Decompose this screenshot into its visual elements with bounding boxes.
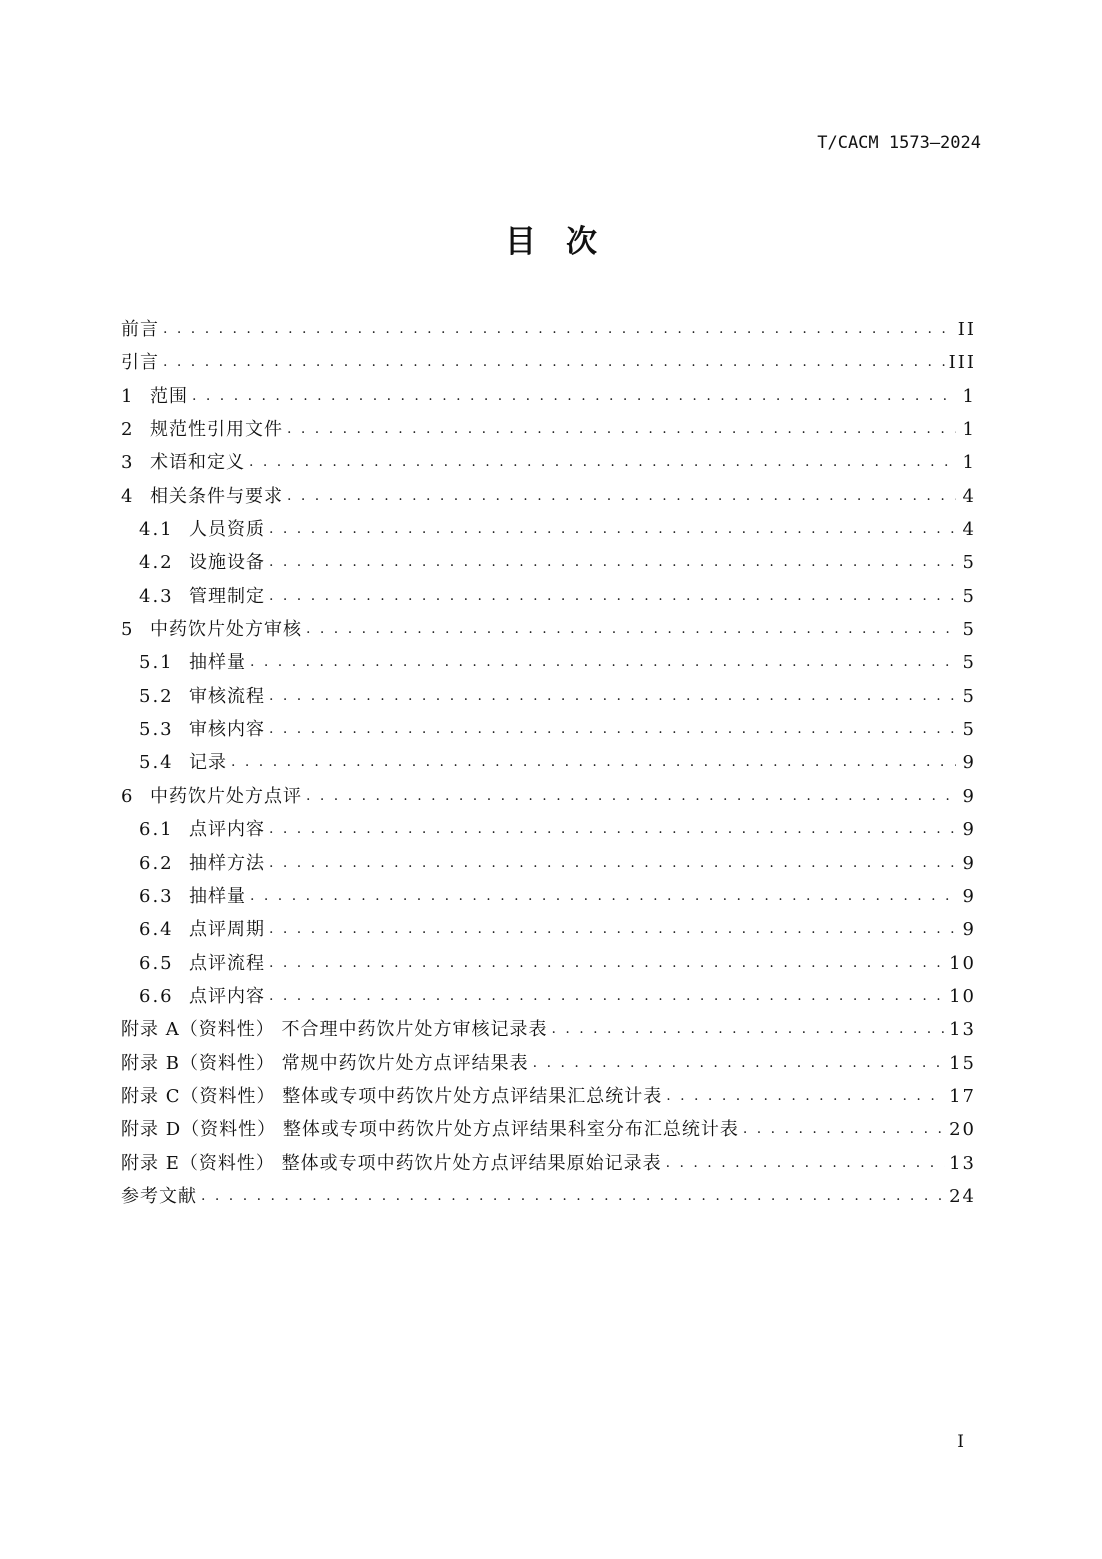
toc-entry[interactable]: [121, 980, 976, 1013]
toc-entry-number: 3: [121, 452, 135, 474]
toc-entry[interactable]: [121, 480, 976, 513]
toc-entry[interactable]: [121, 1180, 976, 1213]
toc-dot-leader: [269, 578, 956, 613]
toc-entry-page: 4: [962, 485, 976, 507]
toc-entry-page: 15: [949, 1052, 976, 1074]
toc-entry-title: 人员资质: [189, 519, 265, 541]
toc-entry-number: 6.1: [139, 819, 174, 841]
toc-entry-title: 范围: [150, 385, 188, 407]
toc-entry-page: 1: [962, 385, 976, 407]
toc-dot-leader: [201, 1178, 945, 1213]
toc-entry-number: 5.1: [139, 652, 174, 674]
toc-dot-leader: [269, 711, 956, 746]
toc-entry[interactable]: [121, 546, 976, 579]
toc-entry-number: 6.3: [139, 885, 174, 907]
toc-entry-title: 管理制定: [189, 585, 265, 607]
toc-entry-number: 6.6: [139, 985, 174, 1007]
toc-entry-page: 9: [962, 852, 976, 874]
toc-entry[interactable]: [121, 1113, 976, 1146]
toc-dot-leader: [269, 544, 956, 579]
toc-entry-page: 5: [962, 619, 976, 641]
toc-entry[interactable]: [121, 613, 976, 646]
standard-code: T/CACM 1573—2024: [817, 133, 981, 153]
toc-entry-title: 前言: [121, 319, 159, 340]
toc-dot-leader: [163, 311, 954, 346]
toc-entry-page: 9: [962, 752, 976, 774]
toc-entry-title: 相关条件与要求: [150, 485, 283, 507]
toc-entry-title: 点评流程: [189, 952, 265, 974]
toc-dot-leader: [551, 1011, 945, 1046]
toc-entry-page: 1: [962, 419, 976, 441]
toc-entry-page: 9: [962, 785, 976, 807]
toc-dot-leader: [249, 444, 956, 479]
toc-entry-number: 6.5: [139, 952, 174, 974]
toc-entry-number: 4.2: [139, 552, 174, 574]
toc-entry-title: 点评内容: [189, 985, 265, 1007]
toc-entry-title: 附录 D（资料性） 整体或专项中药饮片处方点评结果科室分布汇总统计表: [121, 1119, 739, 1141]
toc-entry[interactable]: [121, 513, 976, 546]
toc-entry-page: 9: [962, 885, 976, 907]
toc-entry-title: 抽样量: [189, 885, 246, 907]
toc-dot-leader: [269, 945, 945, 980]
toc-entry[interactable]: [121, 880, 976, 913]
toc-entry-page: 5: [962, 652, 976, 674]
toc-entry-title: 中药饮片处方点评: [150, 785, 302, 807]
toc-entry-title: 抽样方法: [189, 852, 265, 874]
toc-entry[interactable]: [121, 413, 976, 446]
toc-entry-title: 抽样量: [189, 652, 246, 674]
toc-dot-leader: [163, 344, 945, 379]
page-number: I: [957, 1432, 964, 1452]
toc-entry-number: 5: [121, 619, 135, 641]
toc-entry[interactable]: [121, 446, 976, 479]
toc-entry-title: 设施设备: [189, 552, 265, 574]
toc-entry-page: 5: [962, 685, 976, 707]
toc-entry-page: 24: [949, 1185, 976, 1207]
toc-dot-leader: [192, 378, 956, 413]
toc-entry-number: 6.2: [139, 852, 174, 874]
toc-dot-leader: [250, 878, 956, 913]
toc-entry-number: 4.3: [139, 585, 174, 607]
toc-entry-title: 参考文献: [121, 1185, 197, 1207]
toc-dot-leader: [533, 1045, 945, 1080]
toc-entry[interactable]: [121, 346, 976, 379]
toc-entry-page: II: [957, 319, 976, 340]
toc-entry[interactable]: [121, 380, 976, 413]
toc-entry-page: 13: [949, 1152, 976, 1174]
toc-entry-page: 1: [962, 452, 976, 474]
toc-entry-page: 9: [962, 919, 976, 941]
toc-dot-leader: [287, 478, 956, 513]
toc-entry-page: 9: [962, 819, 976, 841]
toc-entry[interactable]: [121, 1147, 976, 1180]
toc-entry-page: III: [948, 352, 976, 374]
toc-dot-leader: [287, 411, 956, 446]
toc-dot-leader: [269, 911, 956, 946]
toc-dot-leader: [269, 978, 945, 1013]
toc-entry-title: 中药饮片处方审核: [150, 619, 302, 641]
toc-entry-title: 点评内容: [189, 819, 265, 841]
toc-entry-number: 4.1: [139, 519, 174, 541]
toc-entry[interactable]: [121, 913, 976, 946]
toc-entry[interactable]: [121, 847, 976, 880]
toc-entry[interactable]: [121, 1080, 976, 1113]
toc-entry-number: 4: [121, 485, 135, 507]
toc-dot-leader: [250, 644, 956, 679]
toc-entry-title: 记录: [189, 752, 227, 774]
toc-entry-title: 引言: [121, 352, 159, 374]
toc-entry-number: 1: [121, 385, 135, 407]
toc-entry[interactable]: [121, 1013, 976, 1046]
toc-entry[interactable]: [121, 780, 976, 813]
toc-entry-title: 审核内容: [189, 719, 265, 741]
toc-entry-title: 审核流程: [189, 685, 265, 707]
toc-entry-title: 点评周期: [189, 919, 265, 941]
toc-entry[interactable]: [121, 580, 976, 613]
toc-entry-number: 5.2: [139, 685, 174, 707]
toc-entry-title: 附录 B（资料性） 常规中药饮片处方点评结果表: [121, 1052, 529, 1074]
toc-entry[interactable]: [121, 813, 976, 846]
toc-entry-page: 13: [949, 1019, 976, 1041]
toc-entry-page: 10: [949, 985, 976, 1007]
toc-entry-number: 5.3: [139, 719, 174, 741]
toc-dot-leader: [269, 811, 956, 846]
toc-dot-leader: [269, 845, 956, 880]
toc-entry-page: 4: [962, 519, 976, 541]
toc-entry-page: 17: [949, 1085, 976, 1107]
toc-entry-title: 术语和定义: [150, 452, 245, 474]
toc-dot-leader: [269, 511, 956, 546]
toc-entry[interactable]: [121, 1047, 976, 1080]
toc-entry-title: 附录 A（资料性） 不合理中药饮片处方审核记录表: [121, 1019, 548, 1041]
toc-entry[interactable]: [121, 947, 976, 980]
toc-entry-number: 5.4: [139, 752, 174, 774]
toc-entry-title: 规范性引用文件: [150, 419, 283, 441]
toc-entry-number: 2: [121, 419, 135, 441]
toc-dot-leader: [306, 611, 956, 646]
toc-entry[interactable]: [121, 646, 976, 679]
toc-dot-leader: [666, 1078, 945, 1113]
toc-entry-page: 5: [962, 585, 976, 607]
toc-entry-title: 附录 C（资料性） 整体或专项中药饮片处方点评结果汇总统计表: [121, 1085, 663, 1107]
toc-entry-page: 10: [949, 952, 976, 974]
toc-entry-page: 5: [962, 552, 976, 574]
toc-entry-number: 6.4: [139, 919, 174, 941]
table-of-contents: [121, 313, 976, 1213]
toc-entry-title: 附录 E（资料性） 整体或专项中药饮片处方点评结果原始记录表: [121, 1152, 662, 1174]
toc-dot-leader: [269, 678, 956, 713]
toc-dot-leader: [743, 1111, 945, 1146]
toc-entry[interactable]: [121, 746, 976, 779]
toc-entry[interactable]: [121, 680, 976, 713]
toc-entry[interactable]: [121, 313, 976, 346]
toc-dot-leader: [666, 1145, 946, 1180]
toc-dot-leader: [231, 744, 956, 779]
toc-entry[interactable]: [121, 713, 976, 746]
toc-entry-number: 6: [121, 785, 135, 807]
page-title: 目次: [505, 224, 627, 260]
toc-dot-leader: [306, 778, 956, 813]
toc-entry-page: 5: [962, 719, 976, 741]
toc-entry-page: 20: [949, 1119, 976, 1141]
